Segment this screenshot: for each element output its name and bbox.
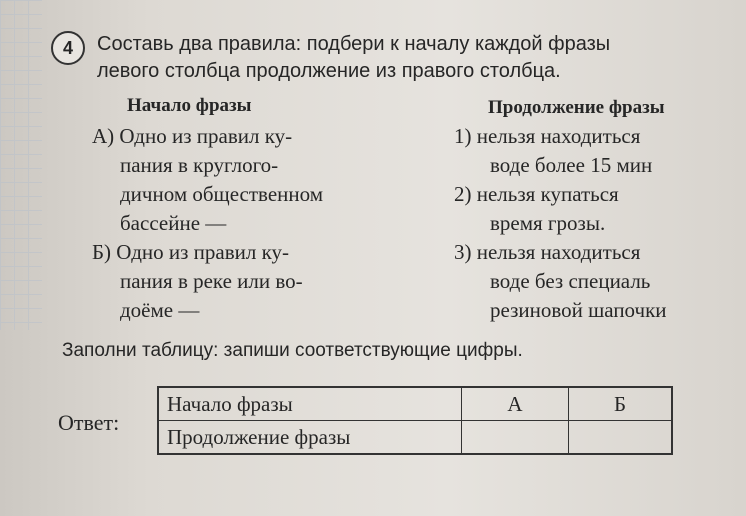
grid-paper-margin	[0, 0, 42, 330]
right-column-heading: Продолжение фразы	[488, 97, 665, 118]
phrase-b-line-2: пания в реке или во-	[120, 269, 303, 293]
answer-label: Ответ:	[58, 410, 120, 435]
task-number-badge	[51, 31, 85, 65]
answer-table	[157, 386, 673, 455]
option-2-line-1: 2) нельзя купаться	[454, 182, 619, 206]
option-3-line-2: воде без специаль	[490, 269, 651, 293]
option-2-line-2: время грозы.	[490, 211, 606, 235]
phrase-b-line-1: Б) Одно из правил ку-	[92, 240, 289, 264]
task-number: 4	[62, 37, 73, 58]
task-text-line-1: Составь два правила: подбери к началу каждой фразы	[97, 33, 611, 55]
table-row	[158, 387, 672, 421]
option-1-line-1: 1) нельзя находиться	[454, 124, 641, 148]
task-text-line-2: левого столбца продолжение из правого столбца.	[97, 60, 561, 82]
option-3-line-1: 3) нельзя находиться	[454, 240, 641, 264]
row-header-start: Начало фразы	[158, 387, 462, 421]
table-row	[158, 421, 672, 455]
phrase-a-line-1: А) Одно из правил ку-	[92, 124, 293, 148]
instruction-text: Заполни таблицу: запиши соответствующие цифры.	[62, 340, 523, 361]
answer-cell-b[interactable]	[569, 421, 673, 455]
phrase-a-line-4: бассейне —	[120, 211, 227, 235]
option-3-line-3: резиновой шапочки	[490, 298, 667, 322]
left-column-heading: Начало фразы	[127, 95, 252, 116]
phrase-b-line-3: доёме —	[120, 298, 200, 322]
answer-cell-a[interactable]	[462, 421, 569, 455]
row-header-continuation: Продолжение фразы	[158, 421, 462, 455]
phrase-a-line-2: пания в круглого-	[120, 153, 279, 177]
column-header-b: Б	[569, 387, 673, 421]
phrase-a-line-3: дичном общественном	[120, 182, 324, 206]
option-1-line-2: воде более 15 мин	[490, 153, 653, 177]
column-header-a: А	[462, 387, 569, 421]
